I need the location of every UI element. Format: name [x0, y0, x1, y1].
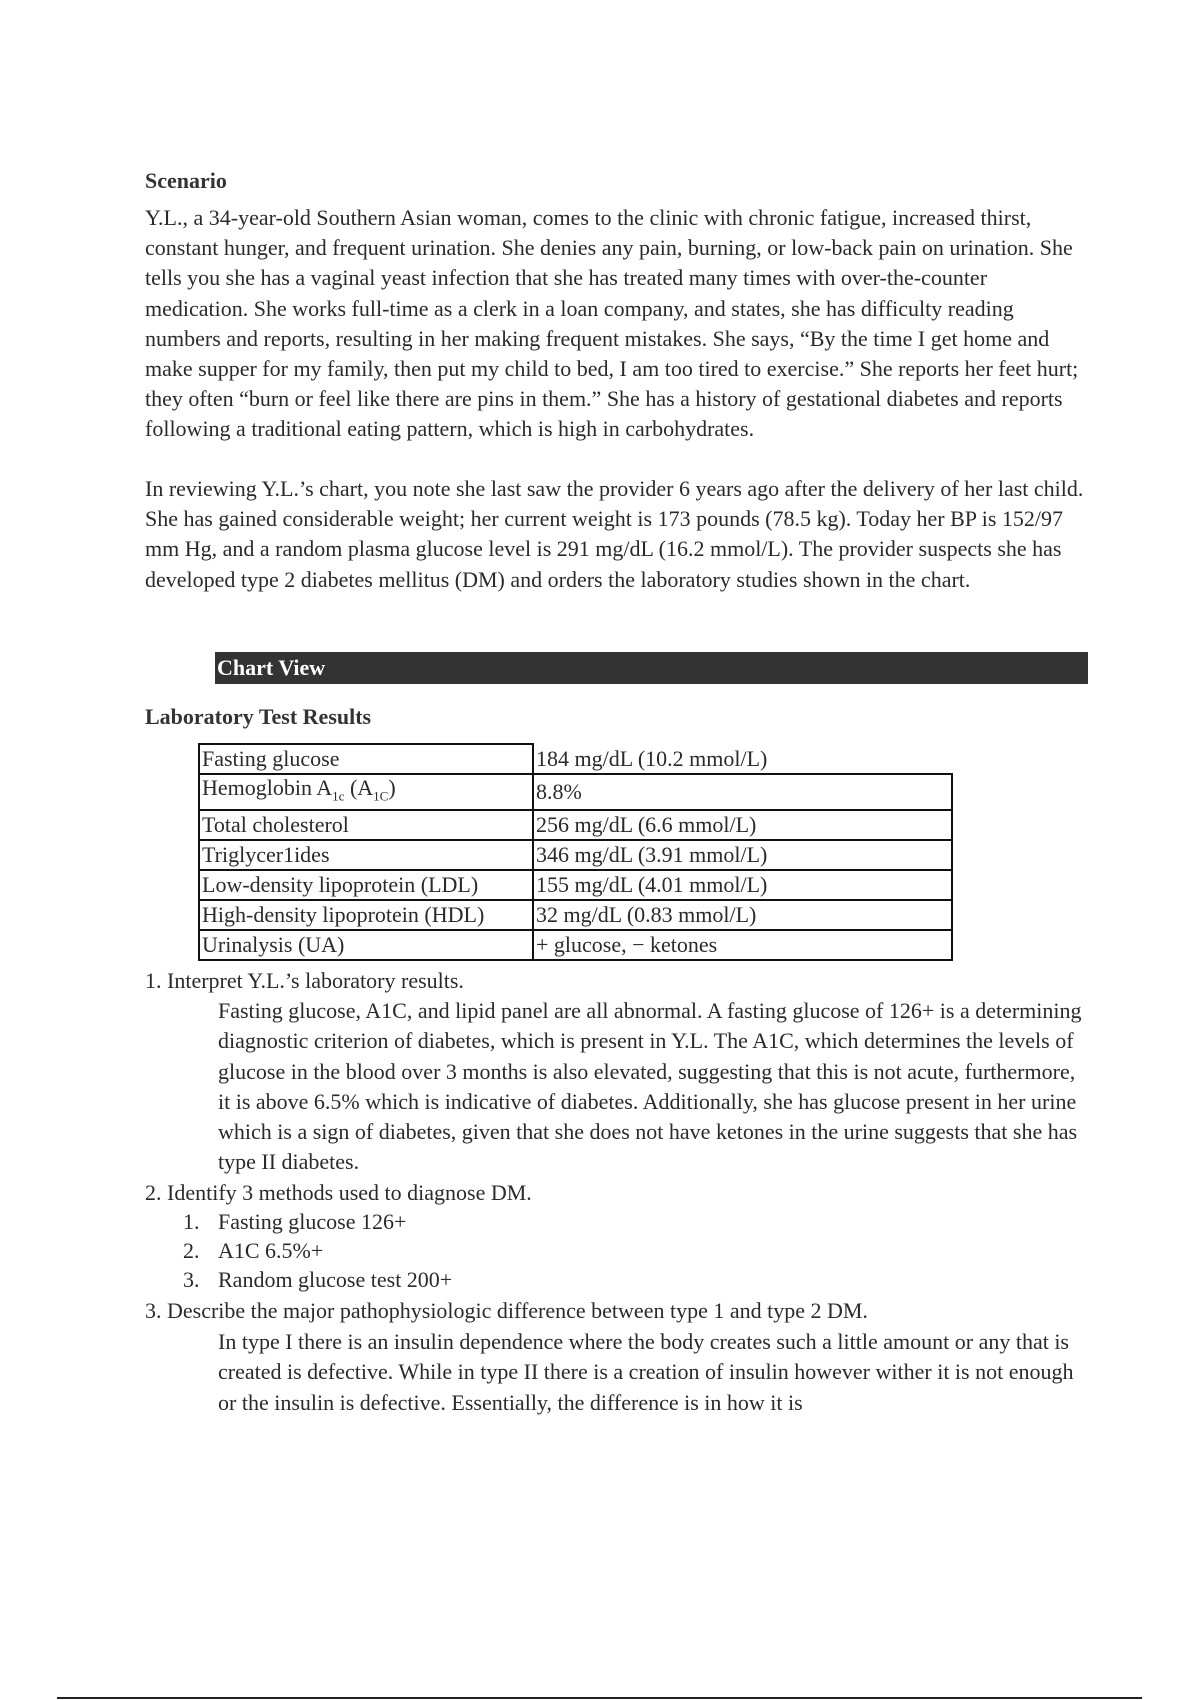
lab-test-name: Triglycer1ides	[199, 840, 533, 870]
question-3-prompt: 3. Describe the major pathophysiologic difference between type 1 and type 2 DM.	[145, 1298, 868, 1323]
table-row	[199, 900, 952, 930]
question-3-answer: In type I there is an insulin dependence where the body creates such a little amount or any that is created is defective. While in type II there is a creation of insulin however wither it is not enough or the insulin is defective. Essentially, the difference is in how it is	[218, 1329, 1074, 1415]
question-2-prompt: 2. Identify 3 methods used to diagnose DM.	[145, 1180, 532, 1205]
lab-test-result: 32 mg/dL (0.83 mmol/L)	[533, 900, 952, 930]
table-row	[199, 930, 952, 960]
question-1-answer: Fasting glucose, A1C, and lipid panel are all abnormal. A fasting glucose of 126+ is a determining diagnostic criterion of diabetes, which is present in Y.L. The A1C, which determines the levels of glucose in the blood over 3 months is also elevated, suggesting that this is not acute, furthermore, it is above 6.5% which is indicative of diabetes. Additionally, she has glucose present in her urine which is a sign of diabetes, given that she does not have ketones in the urine suggests that she has type II diabetes.	[218, 998, 1082, 1175]
table-row	[199, 810, 952, 840]
table-row	[199, 840, 952, 870]
lab-test-result: + glucose, − ketones	[533, 930, 952, 960]
scenario-paragraph-1: Y.L., a 34-year-old Southern Asian woman, comes to the clinic with chronic fatigue, increased thirst, constant hunger, and frequent urination. She denies any pain, burning, or low-back pain on urination. She tells you she has a vaginal yeast infection that she has treated many times with over-the-counter medication. She works full-time as a clerk in a loan company, and states, she has difficulty reading numbers and reports, resulting in her making frequent mistakes. She says, “By the time I get home and make supper for my family, then put my child to bed, I am too tired to exercise.” She reports her feet hurt; they often “burn or feel like there are pins in them.” She has a history of gestational diabetes and reports following a traditional eating pattern, which is high in carbohydrates.	[145, 205, 1079, 442]
footer-divider	[57, 1697, 1142, 1699]
lab-results-heading: Laboratory Test Results	[145, 704, 372, 729]
lab-test-result: 346 mg/dL (3.91 mmol/L)	[533, 840, 952, 870]
lab-test-result: 256 mg/dL (6.6 mmol/L)	[533, 810, 952, 840]
lab-test-name: Urinalysis (UA)	[199, 930, 533, 960]
list-item-text: Fasting glucose 126+	[218, 1209, 407, 1234]
table-row	[199, 774, 952, 810]
table-row	[199, 744, 952, 774]
lab-test-name: Fasting glucose	[199, 744, 533, 774]
table-row	[199, 870, 952, 900]
lab-test-name: Hemoglobin $A_{1c}$ $(A_{1C})$	[199, 774, 533, 810]
lab-test-result: 155 mg/dL (4.01 mmol/L)	[533, 870, 952, 900]
lab-test-name: Total cholesterol	[199, 810, 533, 840]
scenario-heading: Scenario	[145, 168, 227, 193]
list-item-text: A1C 6.5%+	[218, 1238, 324, 1263]
list-item-number: 1.	[183, 1209, 200, 1234]
list-item-number: 2.	[183, 1238, 200, 1263]
scenario-paragraph-2: In reviewing Y.L.’s chart, you note she last saw the provider 6 years ago after the delivery of her last child. She has gained considerable weight; her current weight is 173 pounds (78.5 kg). Today her BP is 152/97 mm Hg, and a random plasma glucose level is 291 mg/dL (16.2 mmol/L). The provider suspects she has developed type 2 diabetes mellitus (DM) and orders the laboratory studies shown in the chart.	[145, 476, 1084, 592]
lab-test-name: High-density lipoprotein (HDL)	[199, 900, 533, 930]
list-item-number: 3.	[183, 1267, 200, 1292]
lab-results-table	[198, 743, 953, 961]
lab-test-result: 8.8%	[533, 774, 952, 810]
lab-test-result: 184 mg/dL (10.2 mmol/L)	[533, 744, 952, 774]
question-1-prompt: 1. Interpret Y.L.’s laboratory results.	[145, 968, 464, 993]
chart-view-bar: Chart View	[215, 652, 1088, 684]
list-item-text: Random glucose test 200+	[218, 1267, 453, 1292]
lab-test-name: Low-density lipoprotein (LDL)	[199, 870, 533, 900]
